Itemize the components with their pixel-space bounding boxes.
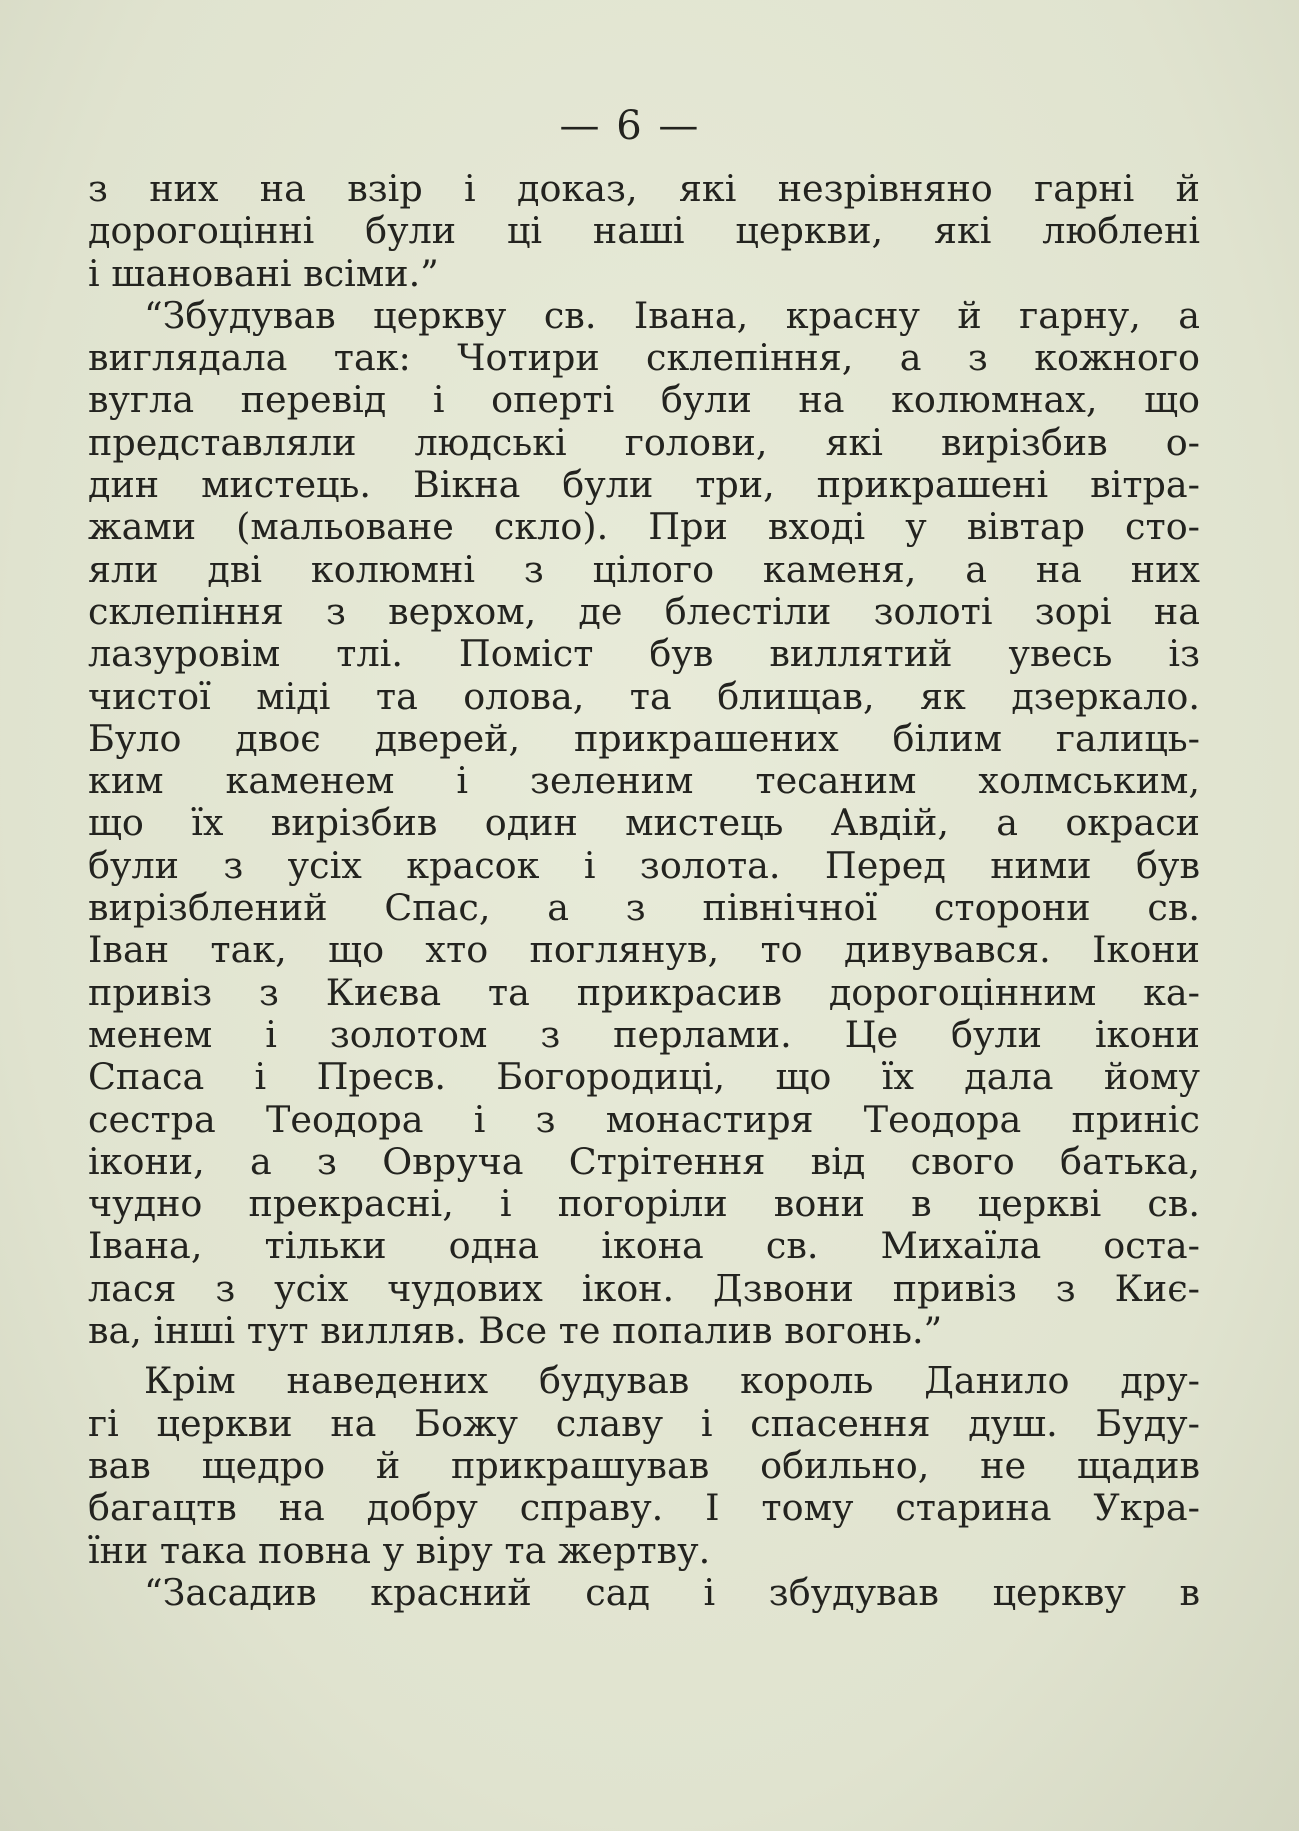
text-line: “Засадив красний сад і збудував церкву в bbox=[144, 1570, 1200, 1614]
text-line: склепіння з верхом, де блестіли золоті зорі на bbox=[88, 589, 1200, 633]
text-line: представляли людські голови, які вирізбив о- bbox=[88, 420, 1200, 464]
body-text bbox=[88, 168, 1200, 1614]
text-line: і шановані всіми.” bbox=[88, 251, 439, 295]
text-line: багацтв на добру справу. І тому старина Укра- bbox=[88, 1486, 1200, 1530]
text-line: лася з усіх чудових ікон. Дзвони привіз з Киє- bbox=[88, 1266, 1200, 1310]
text-line: їни така повна у віру та жертву. bbox=[88, 1528, 711, 1572]
text-line: ікони, а з Овруча Стрітення від свого батька, bbox=[88, 1139, 1200, 1183]
text-line: виглядала так: Чотири склепіння, а з кожного bbox=[88, 336, 1200, 380]
page-number: — 6 — bbox=[559, 103, 701, 149]
text-line: лазуровім тлі. Поміст був виллятий увесь із bbox=[88, 632, 1200, 676]
text-line: ва, інші тут вилляв. Все те попалив вогонь.” bbox=[88, 1309, 943, 1353]
paragraph-3 bbox=[88, 1360, 1200, 1571]
text-line: що їх вирізбив один мистець Авдій, а окраси bbox=[88, 801, 1200, 845]
text-line: вав щедро й прикрашував обильно, не щадив bbox=[88, 1443, 1200, 1487]
text-line: яли дві колюмні з цілого каменя, а на них bbox=[88, 547, 1200, 591]
text-line: дорогоцінні були ці наші церкви, які люблені bbox=[88, 209, 1200, 253]
text-line: “Збудував церкву св. Івана, красну й гарну, а bbox=[144, 293, 1200, 337]
text-line: сестра Теодора і з монастиря Теодора приніс bbox=[88, 1097, 1200, 1141]
paragraph-4 bbox=[88, 1572, 1200, 1614]
text-line: ким каменем і зеленим тесаним холмським, bbox=[88, 759, 1200, 803]
text-line: чудно прекрасні, і погоріли вони в церкві св. bbox=[88, 1182, 1200, 1226]
paragraph-1 bbox=[88, 168, 1200, 295]
text-line: вугла перевід і оперті були на колюмнах, що bbox=[88, 378, 1200, 422]
text-line: дин мистець. Вікна були три, прикрашені вітра- bbox=[88, 463, 1200, 507]
text-line: Спаса і Пресв. Богородиці, що їх дала йому bbox=[88, 1055, 1200, 1099]
text-line: жами (мальоване скло). При вході у вівтар сто- bbox=[88, 505, 1200, 549]
text-line: з них на взір і доказ, які незрівняно гарні й bbox=[88, 167, 1200, 210]
text-line: Було двоє дверей, прикрашених білим галиць- bbox=[88, 716, 1200, 760]
text-line: були з усіх красок і золота. Перед ними був bbox=[88, 843, 1200, 887]
text-line: Івана, тільки одна ікона св. Михаїла оста- bbox=[88, 1224, 1200, 1268]
text-line: Іван так, що хто поглянув, то дивувався. Ікони bbox=[88, 928, 1200, 972]
text-line: привіз з Києва та прикрасив дорогоцінним ка- bbox=[88, 970, 1200, 1014]
text-line: гі церкви на Божу славу і спасення душ. Буду- bbox=[88, 1401, 1200, 1445]
text-line: чистої міді та олова, та блищав, як дзеркало. bbox=[88, 674, 1200, 718]
text-line: Крім наведених будував король Данило дру- bbox=[144, 1359, 1200, 1403]
text-line: менем і золотом з перлами. Це були ікони bbox=[88, 1012, 1200, 1056]
text-line: вирізблений Спас, а з північної сторони св. bbox=[88, 886, 1200, 930]
paragraph-2 bbox=[88, 295, 1200, 1352]
